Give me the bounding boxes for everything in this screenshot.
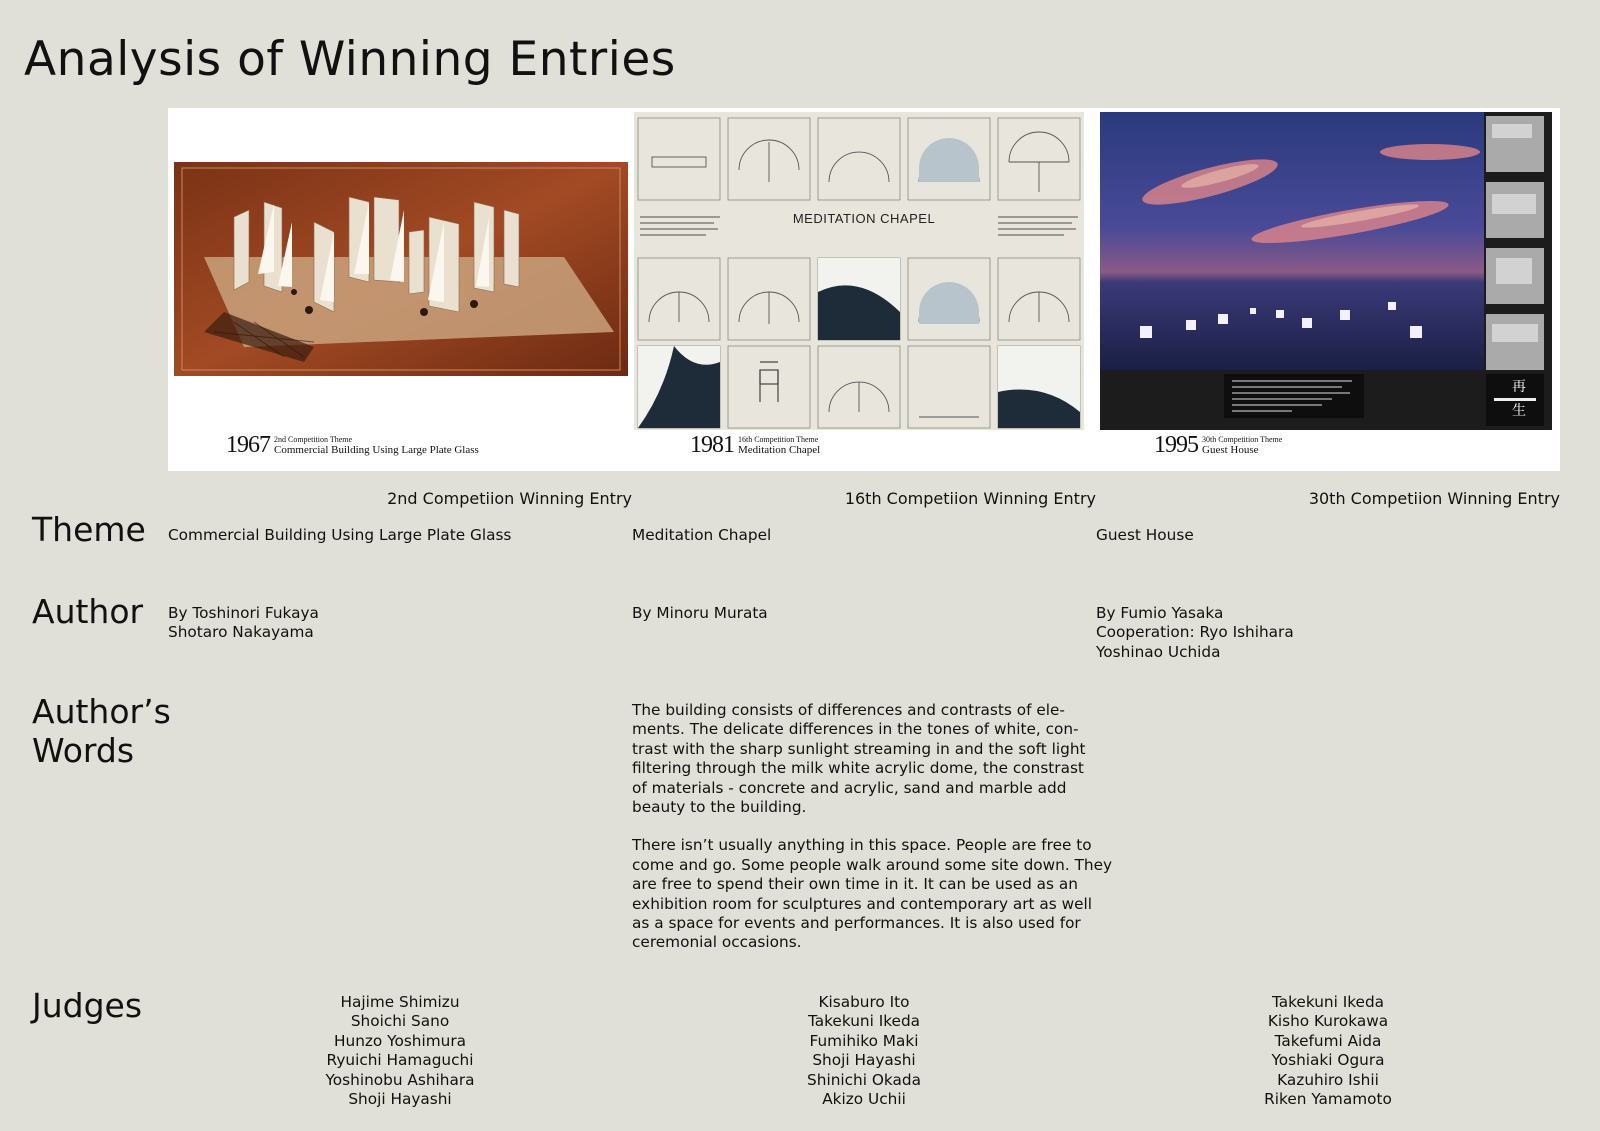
judge-name: Kisaburo Ito [818,993,910,1011]
judge-name: Riken Yamamoto [1264,1090,1392,1109]
entry-1981-theme: Meditation Chapel [632,526,772,544]
entry-1967-caption [226,432,479,459]
authors-words-label-line2: Words [32,731,135,770]
judge-name: Hunzo Yoshimura [334,1031,466,1050]
entry-1995-kanji-2: 生 [1512,403,1526,419]
entry-1981-caption-theme: Meditation Chapel [738,444,821,456]
entry-1995-photo-image [1100,112,1552,430]
author-line: By Minoru Murata [632,604,768,622]
judge-name: Shinichi Okada [807,1070,921,1089]
words-line: are free to spend their own time in it. It can be used as an [632,875,1078,894]
judges-label: Judges [32,986,143,1025]
entry-1995-theme: Guest House [1096,526,1194,544]
entry-1981-drawings-image [634,112,1084,430]
author-line: By Fumio Yasaka [1096,604,1224,622]
judge-name: Shoji Hayashi [812,1051,916,1070]
judge-name: Takefumi Aida [1274,1031,1382,1050]
entry-1967-author [168,604,319,643]
words-line: The building consists of differences and contrasts of ele- [632,701,1065,719]
entry-1981-year: 1981 [690,432,734,458]
judge-name: Fumihiko Maki [809,1031,919,1050]
entry-1981-author [632,604,768,623]
words-line: trast with the sharp sunlight streaming in and the soft light [632,739,1086,758]
entry-1981-heading: 16th Competiion Winning Entry [844,489,1096,508]
entry-1995-year: 1995 [1154,432,1198,458]
entry-1967-caption-theme: Commercial Building Using Large Plate Glass [274,444,479,456]
judge-name: Yoshinobu Ashihara [325,1070,475,1089]
entry-1981-panel [632,108,1096,471]
entry-1967-heading: 2nd Competiion Winning Entry [387,489,632,508]
words-line: exhibition room for sculptures and contemporary art as well [632,894,1093,913]
entry-1995-author [1096,604,1294,662]
entry-1967-model-image [174,162,628,376]
entry-1995-panel [1096,108,1560,471]
entry-1995-heading: 30th Competiion Winning Entry [1308,489,1560,508]
entry-1981-caption-small: 16th Competition Theme [738,435,819,444]
judge-name: Yoshiaki Ogura [1271,1051,1385,1070]
words-line: come and go. Some people walk around some site down. They [632,855,1113,874]
entry-1967-judges [300,993,500,1109]
words-line: as a space for events and performances. It is also used for [632,914,1081,933]
authors-words-label [32,692,171,770]
page-title: Analysis of Winning Entries [24,32,676,87]
words-line: ments. The delicate differences in the tones of white, con- [632,720,1079,739]
entry-1995-caption-theme: Guest House [1202,444,1259,456]
entry-1981-caption [690,432,820,459]
words-paragraph-2 [632,836,1112,952]
author-line: Yoshinao Uchida [1096,642,1221,661]
entry-1981-authors-words [632,701,1112,953]
words-paragraph-1 [632,701,1112,817]
judge-name: Hajime Shimizu [340,993,460,1011]
competition-poster-strip [168,108,1560,471]
entry-1967-year: 1967 [226,432,270,458]
words-line: beauty to the building. [632,798,807,817]
author-line: Shotaro Nakayama [168,623,314,642]
author-line: Cooperation: Ryo Ishihara [1096,623,1294,642]
words-line: ceremonial occasions. [632,933,802,952]
words-line: of materials - concrete and acrylic, sand and marble add [632,778,1067,797]
entry-1981-drawing-title: MEDITATION CHAPEL [792,211,936,226]
entry-1995-caption [1154,432,1282,459]
authors-words-label-line1: Author’s [32,692,171,731]
theme-label: Theme [32,510,146,549]
judge-name: Shoji Hayashi [348,1090,452,1109]
author-line: By Toshinori Fukaya [168,604,319,622]
judge-name: Akizo Uchii [822,1090,906,1109]
entry-1967-caption-small: 2nd Competition Theme [274,435,353,444]
words-line: There isn’t usually anything in this space. People are free to [632,836,1092,855]
judge-name: Kazuhiro Ishii [1277,1070,1379,1089]
judge-name: Ryuichi Hamaguchi [326,1051,474,1070]
judge-name: Takekuni Ikeda [1271,993,1385,1011]
judge-name: Takekuni Ikeda [807,1012,921,1031]
judge-name: Kisho Kurokawa [1267,1012,1389,1031]
entry-1995-caption-small: 30th Competition Theme [1202,435,1283,444]
entry-1995-kanji-1: 再 [1512,379,1526,395]
entry-1981-judges [764,993,964,1109]
words-line: filtering through the milk white acrylic dome, the constrast [632,759,1084,778]
entry-1967-theme: Commercial Building Using Large Plate Glass [168,526,512,544]
entry-1967-panel [168,108,632,471]
author-label: Author [32,592,144,631]
judge-name: Shoichi Sano [350,1012,450,1031]
entry-1995-judges [1228,993,1428,1109]
